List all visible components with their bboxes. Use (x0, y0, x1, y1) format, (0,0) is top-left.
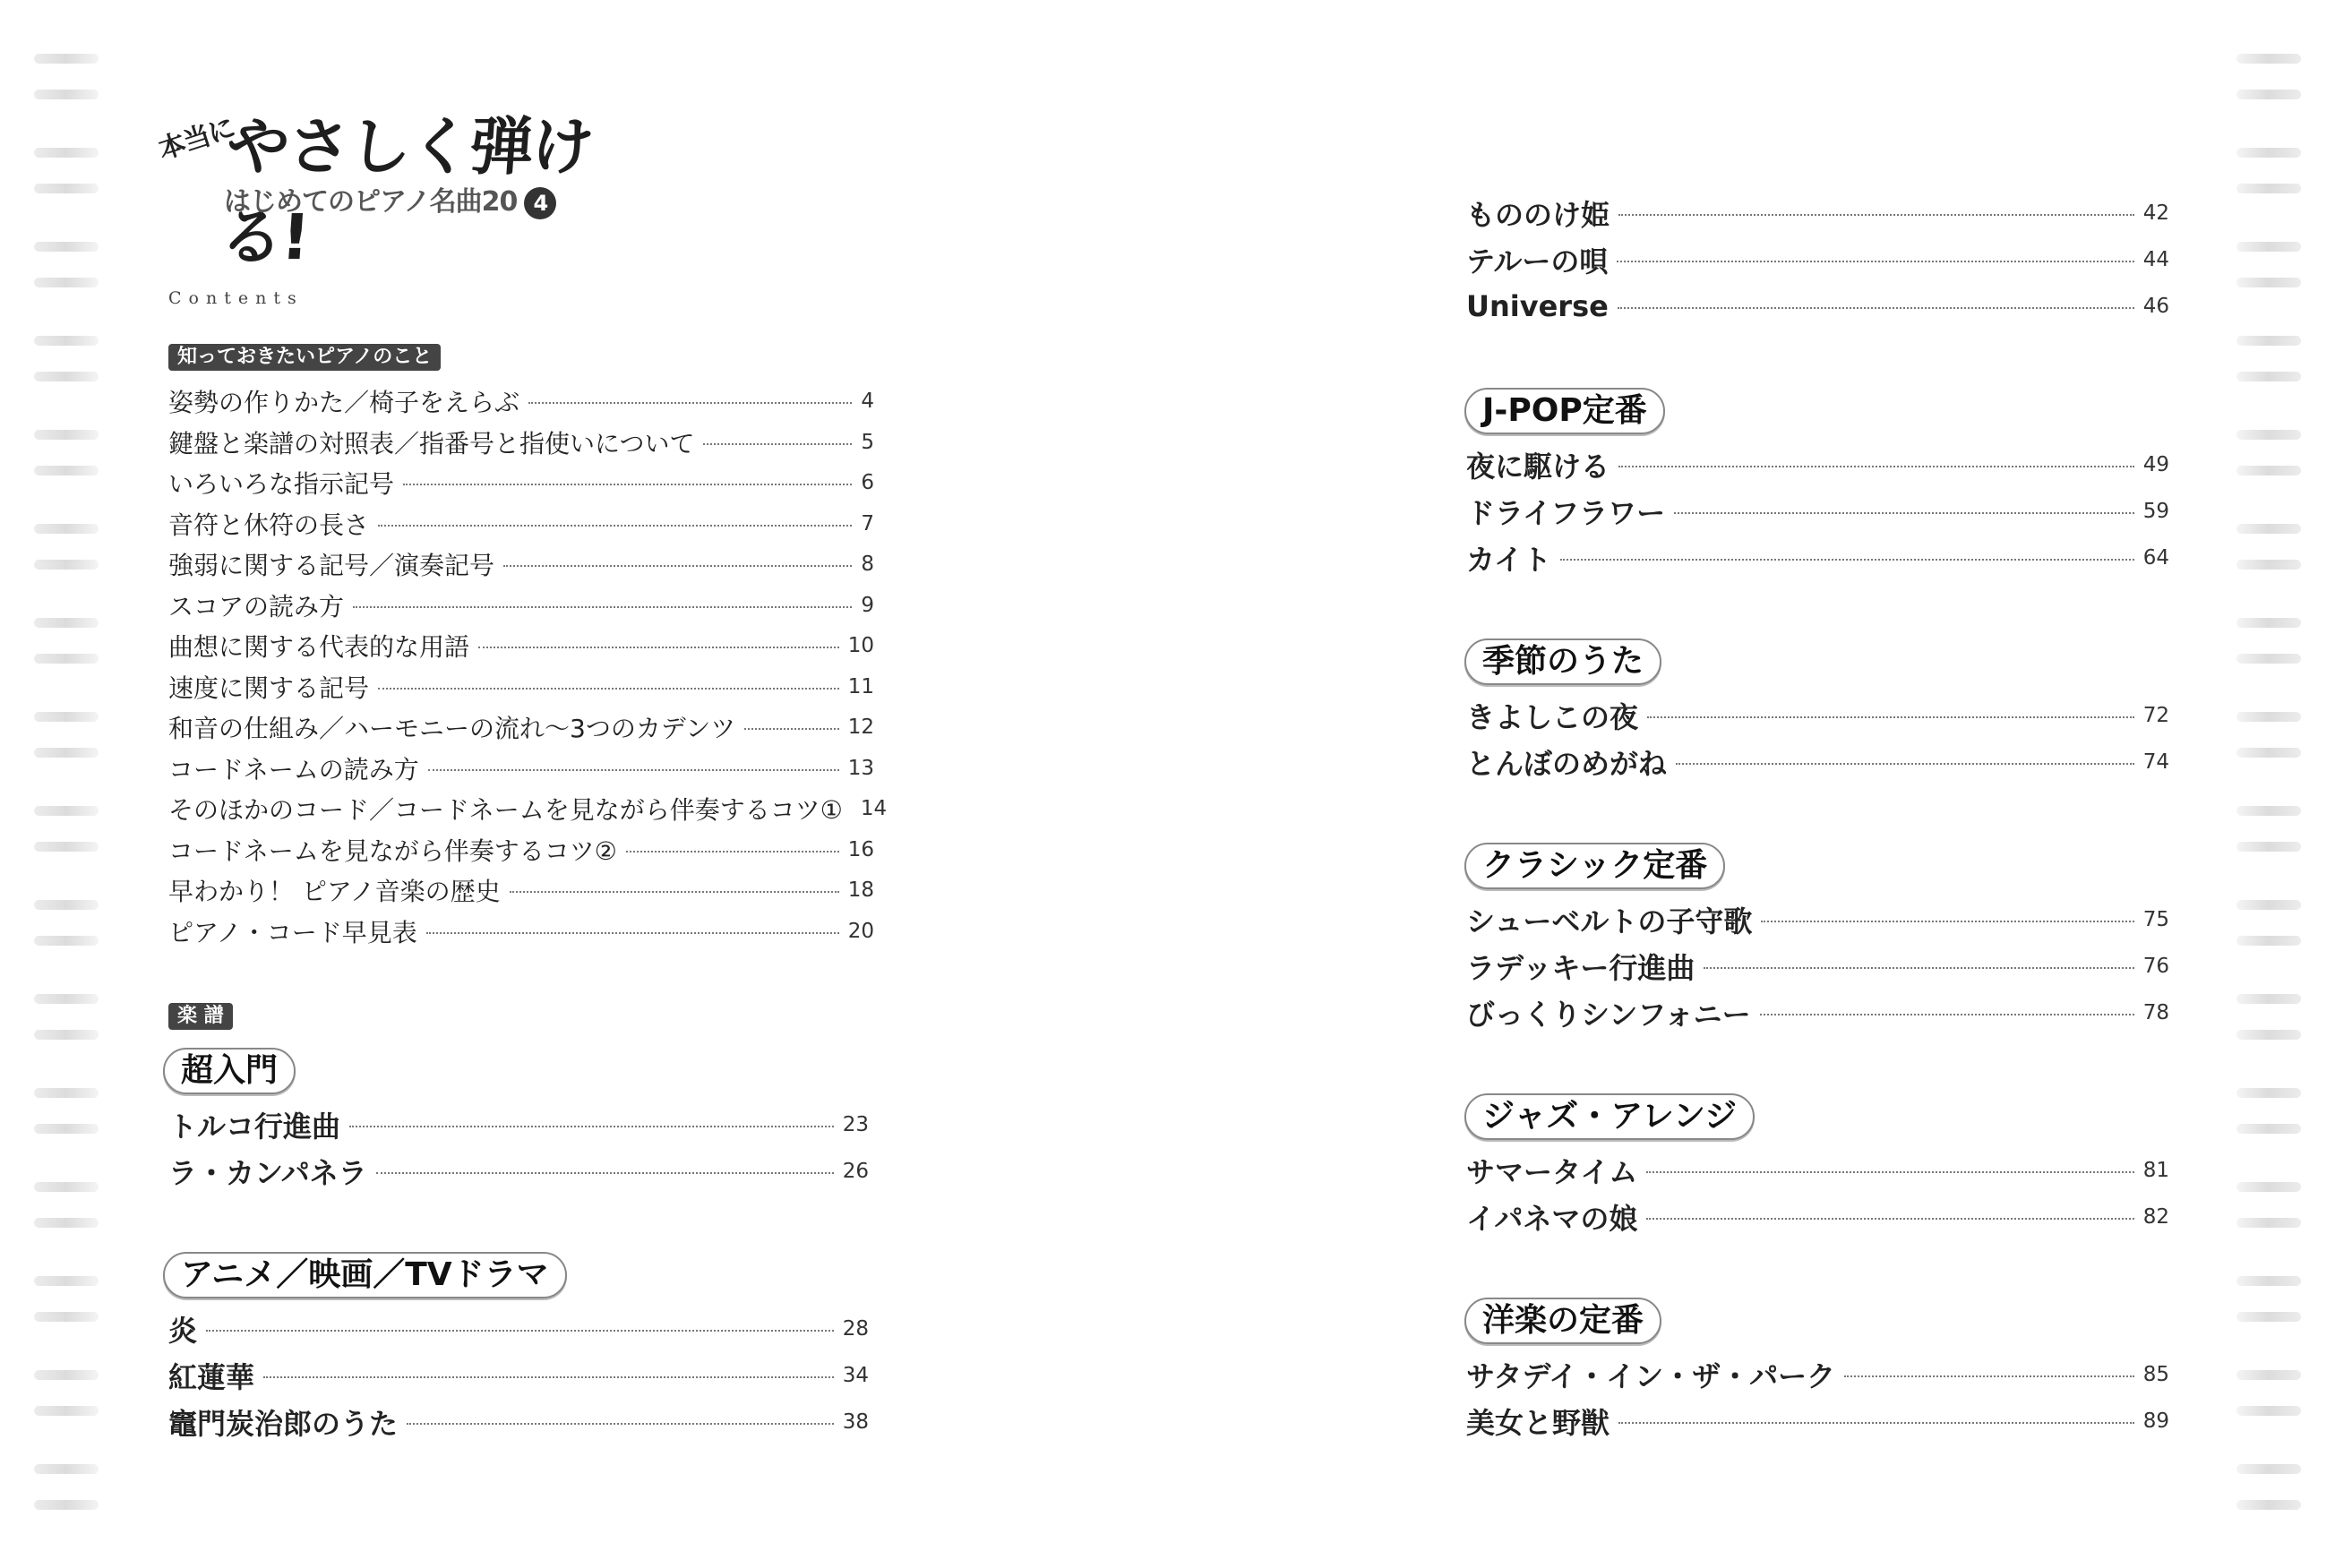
edge-stripe (2236, 654, 2301, 664)
toc-entry-title: テルーの唄 (1466, 244, 1609, 278)
toc-entry[interactable] (168, 506, 874, 542)
toc-entry-page: 7 (861, 511, 874, 536)
edge-stripe (34, 1312, 99, 1322)
edge-stripe (34, 936, 99, 946)
edge-stripe (2236, 560, 2301, 570)
logo-prefix: 本当に (154, 112, 239, 167)
logo-subtitle (224, 179, 556, 219)
category-heading: J-POP定番 (1464, 388, 1665, 434)
edge-stripe (2236, 242, 2301, 252)
toc-entry-title: トルコ行進曲 (168, 1110, 341, 1144)
edge-stripe (34, 466, 99, 476)
toc-entry-title: コードネームを見ながら伴奏するコツ② (168, 835, 617, 866)
leader-dots (510, 891, 839, 893)
edge-stripe (34, 372, 99, 381)
toc-entry[interactable] (1466, 195, 2169, 231)
edge-stripe (2236, 54, 2301, 64)
edge-stripe (2236, 1312, 2301, 1322)
toc-entry-title: ピアノ・コード早見表 (168, 917, 417, 947)
toc-entry[interactable] (1466, 744, 2169, 780)
leader-dots (626, 851, 839, 853)
toc-entry-title: 炎 (168, 1314, 198, 1348)
logo-subtitle-text: はじめてのピアノ名曲20 (224, 186, 518, 218)
toc-entry-page: 5 (861, 430, 874, 454)
toc-entry-page: 42 (2142, 201, 2169, 225)
toc-entry-title: 速度に関する記号 (168, 673, 370, 703)
edge-stripe (2236, 466, 2301, 476)
toc-entry-title: 強弱に関する記号／演奏記号 (168, 551, 495, 580)
toc-entry[interactable] (168, 1404, 869, 1440)
edge-stripe (34, 184, 99, 193)
toc-entry-page: 8 (861, 553, 874, 576)
toc-entry-page: 82 (2142, 1205, 2169, 1229)
score-section-tag: 楽 譜 (168, 1003, 233, 1030)
toc-entry[interactable] (1466, 288, 2169, 324)
toc-entry[interactable] (168, 832, 874, 868)
toc-entry-title: 和音の仕組み／ハーモニーの流れ〜3つのカデンツ (168, 714, 736, 743)
toc-entry-title: スコアの読み方 (168, 591, 345, 621)
toc-entry[interactable] (168, 669, 874, 705)
toc-entry-page: 85 (2142, 1363, 2169, 1386)
toc-entry[interactable] (168, 587, 874, 623)
toc-entry-page: 34 (842, 1364, 869, 1387)
edge-stripe (2236, 278, 2301, 287)
toc-entry[interactable] (168, 465, 874, 501)
leader-dots (263, 1376, 834, 1378)
edge-stripe (2236, 184, 2301, 193)
edge-stripe (2236, 148, 2301, 158)
leader-dots (528, 402, 852, 404)
leader-dots (407, 1423, 834, 1425)
toc-entry[interactable] (1466, 493, 2169, 529)
toc-entry-page: 76 (2142, 955, 2169, 978)
toc-entry[interactable] (1466, 1357, 2169, 1392)
edge-stripe (2236, 1276, 2301, 1286)
book-logo (148, 97, 649, 274)
leader-dots (376, 1172, 834, 1174)
toc-entry-title: 紅蓮華 (168, 1360, 255, 1394)
toc-entry[interactable] (168, 872, 874, 908)
category-heading: ジャズ・アレンジ (1464, 1093, 1755, 1140)
edge-stripe (34, 994, 99, 1004)
edge-stripe (34, 1370, 99, 1380)
toc-entry-title: もののけ姫 (1466, 198, 1610, 232)
edge-stripe (34, 90, 99, 99)
edge-stripe (2236, 1124, 2301, 1134)
leader-dots (1617, 261, 2133, 262)
toc-entry-page: 12 (847, 715, 874, 739)
leader-dots (206, 1330, 834, 1332)
edge-stripe (2236, 806, 2301, 816)
toc-entry-title: きよしこの夜 (1466, 700, 1639, 734)
toc-entry-page: 49 (2142, 453, 2169, 476)
leader-dots (353, 606, 852, 608)
toc-entry-title: Universe (1466, 289, 1609, 323)
leader-dots (428, 769, 839, 771)
toc-entry-title: シューベルトの子守歌 (1466, 904, 1753, 938)
leader-dots (478, 647, 839, 648)
edge-stripe (34, 618, 99, 628)
toc-entry-title: ラ・カンパネラ (168, 1156, 367, 1190)
edge-stripe (34, 1276, 99, 1286)
edge-stripe (34, 336, 99, 346)
toc-entry-page: 81 (2142, 1159, 2169, 1182)
leader-dots (378, 688, 839, 690)
toc-entry[interactable] (1466, 540, 2169, 576)
leader-dots (349, 1126, 834, 1127)
toc-entry-title: サマータイム (1466, 1155, 1638, 1189)
toc-entry-page: 14 (860, 797, 888, 820)
leader-dots (1618, 214, 2134, 216)
toc-entry[interactable] (1466, 1199, 2169, 1235)
right-edge-decoration (2228, 0, 2335, 1568)
toc-entry-page: 64 (2142, 546, 2169, 570)
toc-entry-page: 74 (2142, 750, 2169, 774)
edge-stripe (34, 430, 99, 440)
toc-entry-page: 44 (2142, 248, 2169, 271)
edge-stripe (2236, 712, 2301, 722)
leader-dots (1618, 1422, 2134, 1424)
category-heading: 超入門 (163, 1048, 296, 1094)
leader-dots (378, 525, 852, 527)
leader-dots (1760, 1014, 2134, 1015)
toc-entry-title: とんぼのめがね (1466, 747, 1668, 781)
toc-entry-title: 夜に駆ける (1466, 450, 1610, 484)
edge-stripe (34, 524, 99, 534)
toc-entry[interactable] (168, 1153, 869, 1189)
leader-dots (426, 932, 839, 934)
toc-entry-title: 美女と野獣 (1466, 1406, 1610, 1440)
toc-entry-title: びっくりシンフォニー (1466, 998, 1751, 1032)
leader-dots (703, 443, 852, 445)
toc-entry[interactable] (1466, 1152, 2169, 1188)
logo-title: やさしく弾ける! (218, 110, 596, 274)
leader-dots (1646, 1218, 2133, 1220)
edge-stripe (34, 1182, 99, 1192)
toc-entry-title: 曲想に関する代表的な用語 (168, 632, 470, 662)
edge-stripe (2236, 748, 2301, 758)
edge-stripe (34, 242, 99, 252)
leader-dots (1647, 716, 2134, 718)
toc-entry-title: イパネマの娘 (1466, 1202, 1638, 1236)
toc-entry-title: サタデイ・イン・ザ・パーク (1466, 1359, 1836, 1393)
toc-entry[interactable] (168, 1358, 869, 1393)
toc-entry[interactable] (1466, 447, 2169, 483)
toc-entry[interactable] (168, 791, 888, 827)
toc-entry[interactable] (168, 1107, 869, 1143)
toc-entry-page: 89 (2142, 1409, 2169, 1433)
leader-dots (744, 728, 838, 730)
toc-entry[interactable] (1466, 902, 2169, 938)
category-heading: アニメ／映画／TVドラマ (163, 1252, 567, 1298)
toc-entry[interactable] (168, 546, 874, 582)
toc-entry[interactable] (1466, 242, 2169, 278)
edge-stripe (34, 1088, 99, 1098)
category-heading: 洋楽の定番 (1464, 1298, 1661, 1344)
toc-entry-page: 46 (2142, 295, 2169, 318)
toc-entry[interactable] (1466, 1403, 2169, 1439)
category-heading: クラシック定番 (1464, 843, 1725, 889)
toc-entry-title: コードネームの読み方 (168, 754, 419, 784)
toc-entry-page: 4 (861, 390, 874, 413)
toc-entry-title: 早わかり！ ピアノ音楽の歴史 (168, 877, 501, 906)
toc-entry-page: 38 (842, 1410, 869, 1434)
leader-dots (1676, 763, 2134, 765)
toc-entry[interactable] (1466, 698, 2169, 733)
edge-stripe (34, 806, 99, 816)
edge-stripe (2236, 618, 2301, 628)
toc-entry[interactable] (168, 628, 874, 664)
toc-entry[interactable] (168, 913, 874, 949)
leader-dots (1646, 1171, 2133, 1173)
toc-entry-page: 10 (847, 634, 874, 657)
edge-stripe (2236, 1218, 2301, 1228)
toc-entry-page: 18 (847, 878, 874, 902)
edge-stripe (34, 148, 99, 158)
toc-entry-title: いろいろな指示記号 (168, 469, 395, 499)
toc-entry[interactable] (168, 383, 874, 419)
toc-entry[interactable] (168, 750, 874, 786)
edge-stripe (2236, 1370, 2301, 1380)
edge-stripe (2236, 372, 2301, 381)
toc-entry-page: 72 (2142, 704, 2169, 727)
leader-dots (1844, 1375, 2134, 1377)
leader-dots (1618, 307, 2134, 309)
toc-entry-page: 59 (2142, 500, 2169, 523)
edge-stripe (2236, 842, 2301, 852)
toc-entry-page: 75 (2142, 908, 2169, 931)
toc-entry-title: ラデッキー行進曲 (1466, 951, 1695, 985)
edge-stripe (34, 842, 99, 852)
toc-entry-title: ドライフラワー (1466, 496, 1666, 530)
toc-entry-page: 16 (847, 837, 874, 861)
toc-entry[interactable] (168, 709, 874, 745)
left-edge-decoration (0, 0, 107, 1568)
toc-entry-page: 78 (2142, 1001, 2169, 1024)
toc-entry-title: カイト (1466, 543, 1552, 577)
volume-badge: 4 (524, 187, 556, 219)
toc-entry-title: 姿勢の作りかた／椅子をえらぶ (168, 388, 520, 417)
toc-entry-page: 13 (847, 756, 874, 780)
edge-stripe (34, 560, 99, 570)
edge-stripe (2236, 1406, 2301, 1416)
edge-stripe (34, 1030, 99, 1040)
edge-stripe (34, 900, 99, 910)
leader-dots (1704, 967, 2133, 969)
toc-entry-page: 28 (842, 1317, 869, 1341)
toc-entry-page: 23 (842, 1113, 869, 1136)
leader-dots (503, 565, 852, 567)
toc-entry-title: そのほかのコード／コードネームを見ながら伴奏するコツ① (168, 795, 843, 825)
leader-dots (1618, 466, 2134, 467)
edge-stripe (2236, 1464, 2301, 1474)
toc-entry[interactable] (168, 424, 874, 460)
toc-entry-title: 音符と休符の長さ (168, 510, 370, 540)
edge-stripe (34, 1218, 99, 1228)
leader-dots (1674, 512, 2134, 514)
edge-stripe (34, 1406, 99, 1416)
toc-entry[interactable] (1466, 995, 2169, 1031)
edge-stripe (2236, 936, 2301, 946)
leader-dots (1560, 559, 2134, 561)
toc-entry-page: 11 (847, 674, 874, 698)
edge-stripe (2236, 430, 2301, 440)
edge-stripe (34, 278, 99, 287)
edge-stripe (2236, 994, 2301, 1004)
edge-stripe (2236, 336, 2301, 346)
edge-stripe (34, 1464, 99, 1474)
edge-stripe (34, 1500, 99, 1510)
toc-entry-title: 竈門炭治郎のうた (168, 1407, 399, 1441)
edge-stripe (2236, 524, 2301, 534)
edge-stripe (34, 54, 99, 64)
toc-entry-title: 鍵盤と楽譜の対照表／指番号と指使いについて (168, 428, 695, 458)
category-heading: 季節のうた (1464, 638, 1661, 685)
edge-stripe (2236, 1182, 2301, 1192)
edge-stripe (2236, 1500, 2301, 1510)
edge-stripe (34, 712, 99, 722)
toc-entry-page: 9 (861, 593, 874, 617)
edge-stripe (34, 1124, 99, 1134)
edge-stripe (2236, 90, 2301, 99)
toc-entry[interactable] (168, 1311, 869, 1347)
toc-entry-page: 6 (861, 471, 874, 494)
edge-stripe (2236, 1030, 2301, 1040)
contents-label: Contents (168, 288, 304, 308)
edge-stripe (34, 654, 99, 664)
toc-entry[interactable] (1466, 948, 2169, 984)
leader-dots (403, 484, 852, 485)
basics-section-tag: 知っておきたいピアノのこと (168, 344, 441, 371)
toc-entry-page: 20 (847, 919, 874, 943)
edge-stripe (34, 748, 99, 758)
toc-entry-page: 26 (842, 1160, 869, 1183)
edge-stripe (2236, 900, 2301, 910)
leader-dots (1761, 921, 2133, 922)
edge-stripe (2236, 1088, 2301, 1098)
